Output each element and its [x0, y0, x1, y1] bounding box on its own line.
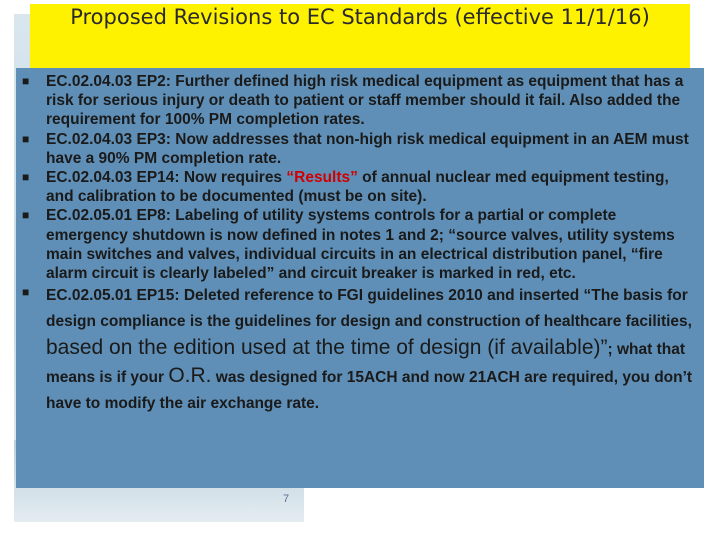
square-bullet-icon: ■	[22, 285, 30, 300]
bullet-text: was designed for 15ACH and now 21ACH are required, you don’t have to modify the air exchange rate.	[46, 369, 693, 413]
bullet-text: EC.02.05.01 EP8: Labeling of utility systems controls for a partial or complete emergency shutdown is now defined in notes 1 and 2; “source valves, utility systems main switches and valves, individual circuits in an electrical distribution panel, “fire alarm circuit is clearly labeled” and circuit breaker is marked in red, etc.	[46, 207, 675, 283]
bullet-text: ; what that means is if your	[46, 341, 686, 387]
bullet-text: EC.02.04.03 EP14: Now requires	[46, 169, 287, 187]
bullet-text: of annual nuclear med equipment testing, and calibration to be documented (must be on site).	[46, 169, 669, 206]
slide-title: Proposed Revisions to EC Standards (effective 11/1/16)	[70, 5, 650, 29]
emphasized-text: based on the edition used at the time of design (if available)”	[46, 336, 608, 360]
square-bullet-icon: ■	[22, 208, 30, 223]
bullet-item	[20, 283, 700, 417]
bullet-item	[20, 72, 700, 130]
page-number: 7	[282, 493, 290, 505]
bullet-list	[20, 72, 700, 417]
highlighted-text: “Results”	[286, 169, 358, 187]
square-bullet-icon: ■	[22, 170, 30, 185]
bullet-text: EC.02.04.03 EP2: Further defined high risk medical equipment as equipment that has a risk for serious injury or death to patient or staff member should it fail. Also added the requirement for 100% PM completion rates.	[46, 73, 684, 129]
bullet-item	[20, 130, 700, 168]
square-bullet-icon: ■	[22, 74, 30, 88]
bullet-item	[20, 206, 700, 283]
bullet-item	[20, 168, 700, 206]
bullet-text: EC.02.05.01 EP15: Deleted reference to FGI guidelines 2010 and inserted “The basis for design compliance is the guidelines for design and construction of healthcare facilities,	[46, 287, 692, 331]
bullet-text: EC.02.04.03 EP3: Now addresses that non-high risk medical equipment in an AEM must have a 90% PM completion rate.	[46, 130, 689, 167]
square-bullet-icon: ■	[22, 131, 30, 146]
emphasized-text: O.R.	[168, 364, 212, 388]
